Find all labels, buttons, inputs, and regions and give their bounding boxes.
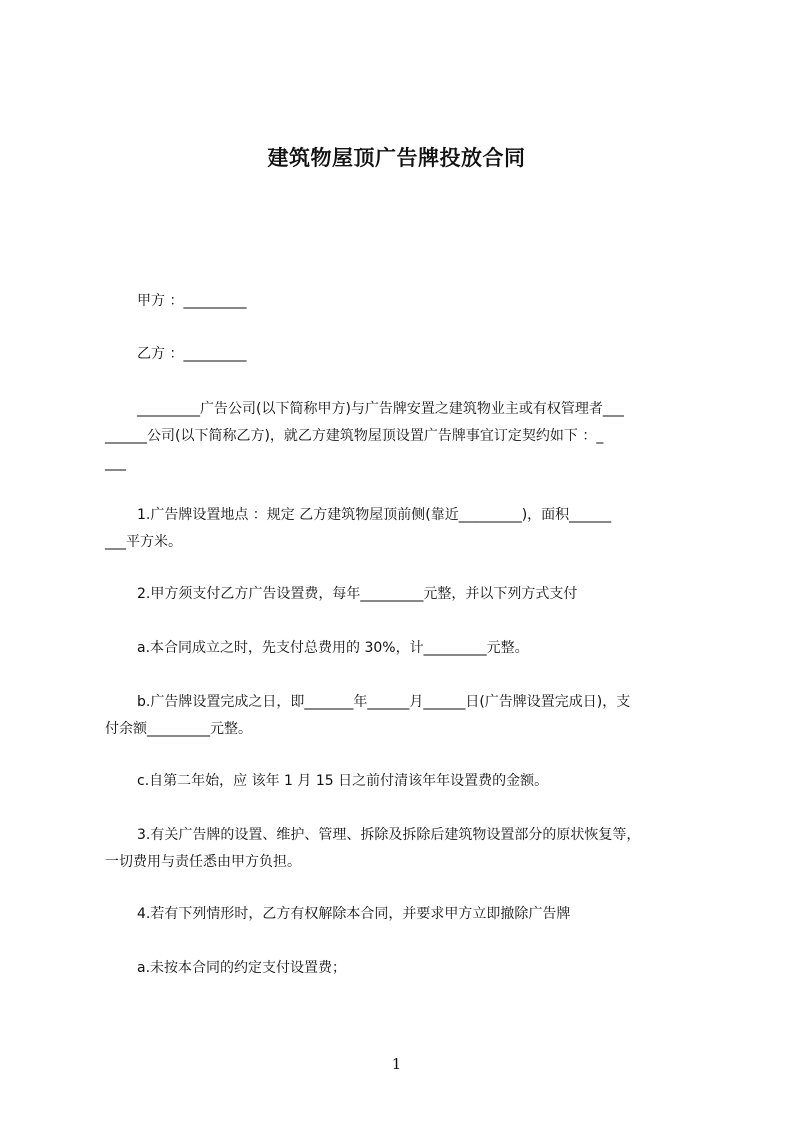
document-title: 建筑物屋顶广告牌投放合同 (267, 146, 526, 170)
party-b-line: 乙方 ：_________ (137, 346, 247, 362)
clause-2a: a.本合同成立之时，先支付总费用的 30%，计_________元整。 (137, 640, 529, 656)
clause-4a: a.未按本合同的约定支付设置费； (137, 960, 347, 976)
clause-2b-line-2: 付余额_________元整。 (105, 721, 252, 737)
clause-3-line-1: 3.有关广告牌的设置、维护、管理、拆除及拆除后建筑物设置部分的原状恢复等， (137, 827, 641, 843)
party-a-line: 甲方 ：_________ (137, 293, 247, 309)
page-number: 1 (391, 1055, 402, 1073)
clause-2c: c.自第二年始，应 该年 1 月 15 日之前付清该年年设置费的金额。 (137, 773, 549, 789)
clause-1-line-1: 1.广告牌设置地点 ：规定 乙方建筑物屋顶前侧(靠近_________)，面积______ (137, 507, 612, 523)
clause-2b-line-1: b.广告牌设置完成之日，即_______年______月______日(广告牌设置完成日)，支 (137, 694, 631, 710)
clause-1-line-2: ___平方米。 (105, 534, 182, 550)
clause-3-line-2: 一切费用与责任悉由甲方负担。 (105, 854, 301, 870)
intro-line-3: ___ (105, 455, 126, 471)
intro-line-1: _________广告公司(以下简称甲方)与广告牌安置之建筑物业主或有权管理者___ (137, 401, 624, 417)
clause-2: 2.甲方须支付乙方广告设置费，每年_________元整，并以下列方式支付 (137, 586, 578, 602)
intro-line-2: ______公司(以下简称乙方)，就乙方建筑物屋顶设置广告牌事宜订定契约如下 ：_ (105, 428, 604, 444)
clause-4: 4.若有下列情形时，乙方有权解除本合同，并要求甲方立即撤除广告牌 (137, 906, 571, 922)
